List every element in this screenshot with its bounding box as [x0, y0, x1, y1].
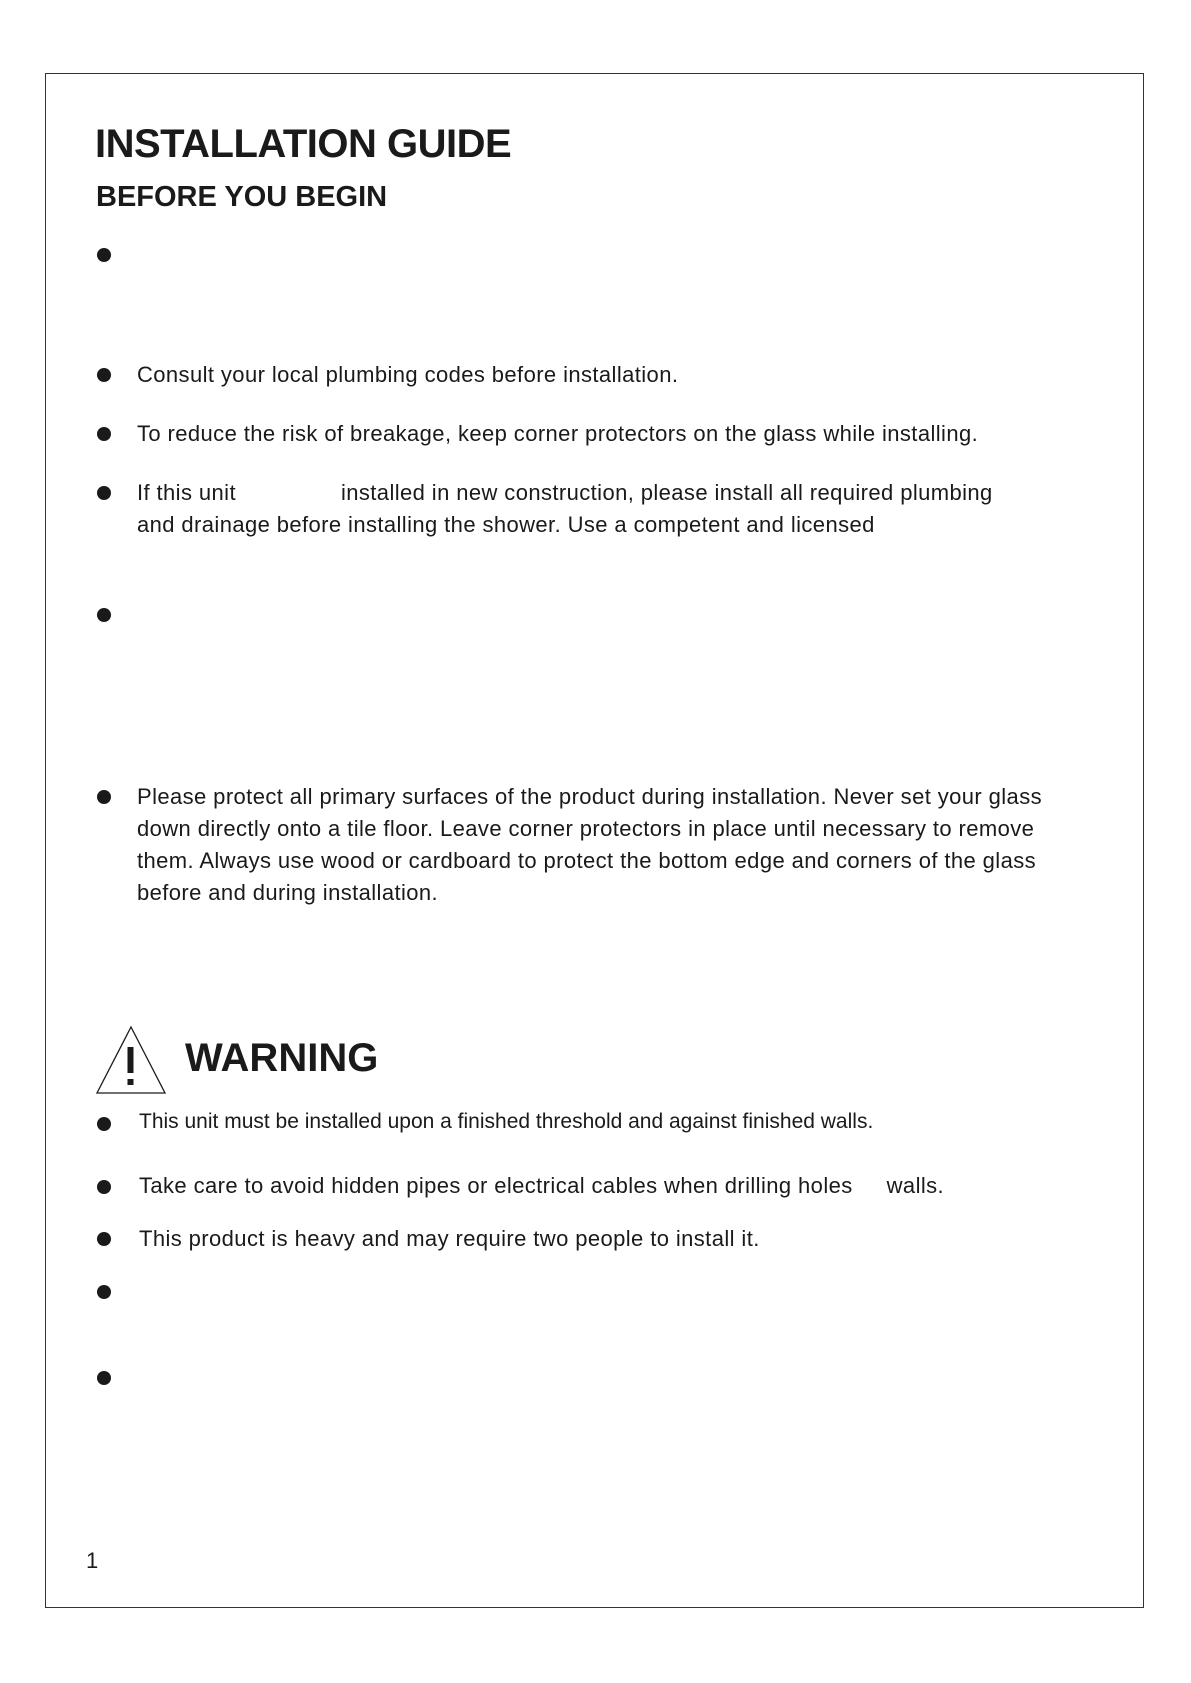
bullet-icon	[97, 1117, 111, 1131]
warning-triangle-icon	[95, 1025, 167, 1095]
bullet-icon	[97, 248, 111, 262]
list-item-text-a: If this unit	[137, 480, 236, 505]
bullet-icon	[97, 1180, 111, 1194]
list-item: Consult your local plumbing codes before installation.	[137, 362, 679, 387]
page-number: 1	[86, 1548, 99, 1573]
bullet-icon	[97, 608, 111, 622]
list-item	[139, 1170, 944, 1202]
section-subtitle: BEFORE YOU BEGIN	[96, 181, 388, 213]
bullet-icon	[97, 1232, 111, 1246]
list-item: This product is heavy and may require two people to install it.	[139, 1226, 760, 1251]
bullet-icon	[97, 486, 111, 500]
list-item-text-b: walls.	[886, 1173, 945, 1198]
page-title: INSTALLATION GUIDE	[95, 122, 512, 166]
list-item-text-a: Take care to avoid hidden pipes or electrical cables when drilling holes	[139, 1173, 853, 1198]
list-item-text-b: installed in new construction, please install all required plumbing	[340, 480, 993, 505]
bullet-icon	[97, 790, 111, 804]
bullet-icon	[97, 1285, 111, 1299]
list-item: Please protect all primary surfaces of the product during installation. Never set your glass down directly onto a tile floor. Leave corner protectors in place until necessary to remove them. Always use wood or cardboard to protect the bottom edge and corners of the glass before and during installation.	[137, 784, 1042, 905]
list-item: This unit must be installed upon a finished threshold and against finished walls.	[139, 1110, 874, 1133]
warning-title: WARNING	[185, 1036, 379, 1080]
bullet-icon	[97, 368, 111, 382]
list-item	[137, 477, 993, 509]
list-item: To reduce the risk of breakage, keep corner protectors on the glass while installing.	[137, 421, 979, 446]
bullet-icon	[97, 427, 111, 441]
list-item-continuation: and drainage before installing the shower. Use a competent and licensed	[137, 512, 875, 537]
bullet-icon	[97, 1371, 111, 1385]
